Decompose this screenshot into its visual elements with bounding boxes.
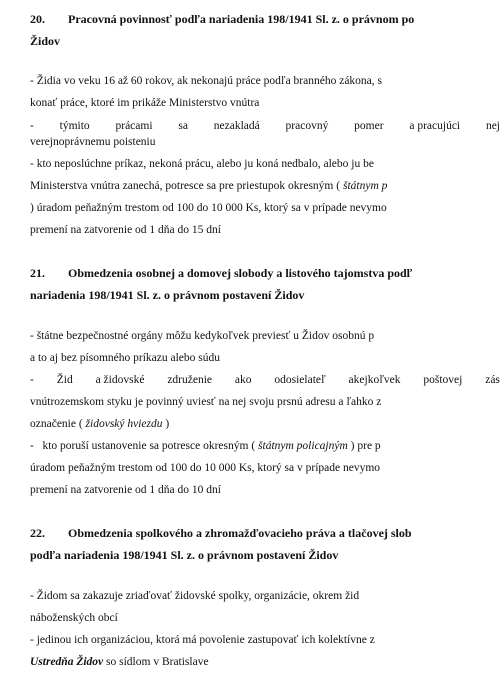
paragraph-line: - kto neposlúchne príkaz, nekoná prácu, alebo ju koná nedbalo, alebo ju be [30,158,374,170]
italic-text: štátnym policajným [258,440,348,452]
text: označenie ( [30,418,83,430]
italic-text: židovský hviezdu [85,418,163,430]
paragraph-line [30,654,209,670]
paragraph-line: premení na zatvorenie od 1 dňa do 10 dní [30,484,221,496]
word: poštovej [423,374,463,386]
word: ako [234,374,252,386]
text: ) pre p [350,440,381,452]
text: so sídlom v Bratislave [103,656,209,668]
word: týmito [59,120,90,132]
word: a pracujúci [409,120,461,132]
word: - [30,374,34,386]
section-22-heading-cont: podľa nariadenia 198/1941 Sl. z. o právnom postavení Židov [30,548,339,562]
section-number: 22. [30,526,45,540]
paragraph-line [30,118,500,134]
word: - [30,120,34,132]
text: - kto poruší ustanovenie sa potresce okresným ( [30,440,256,452]
italic-text: štátnym p [342,180,388,192]
word: prácami [115,120,153,132]
paragraph-line [30,178,387,194]
section-title: Obmedzenia osobnej a domovej slobody a listového tajomstva podľ [68,266,413,280]
section-21-heading [30,265,412,281]
paragraph-line: verejnoprávnemu poisteniu [30,136,156,148]
paragraph-line: - jedinou ich organizáciou, ktorá má povolenie zastupovať ich kolektívne z [30,634,375,646]
word: združenie [167,374,213,386]
paragraph-line: ) úradom peňažným trestom od 100 do 10 000 Ks, ktorý sa v prípade nevymo [30,202,387,214]
organization-name: Ustredňa Židov [30,656,104,668]
section-number: 21. [30,266,45,280]
word: pracovný [285,120,329,132]
word: nezakladá [213,120,260,132]
paragraph-line: vnútrozemskom styku je povinný uviesť na nej svoju prsnú adresu a ľahko z [30,396,382,408]
word: Žid [56,374,73,386]
word: sa [178,120,188,132]
section-20-heading-cont: Židov [30,34,61,48]
text: ) [165,418,170,430]
word: odosielateľ [274,374,326,386]
paragraph-line: - Židom sa zakazuje zriaďovať židovské spolky, organizácie, okrem žid [30,590,360,602]
word: a židovské [95,374,145,386]
word: akejkoľvek [348,374,401,386]
section-22-heading [30,525,412,541]
word: pomer [354,120,384,132]
text: Ministerstva vnútra zanechá, potresce sa pre priestupok okresným ( [30,180,341,192]
paragraph-line: úradom peňažným trestom od 100 do 10 000 Ks, ktorý sa v prípade nevymo [30,462,381,474]
section-title: Obmedzenia spolkového a zhromažďovacieho práva a tlačovej slob [68,526,412,540]
section-title: Pracovná povinnosť podľa nariadenia 198/1941 Sl. z. o právnom po [68,12,415,26]
section-number: 20. [30,12,45,26]
word: zás [485,374,500,386]
paragraph-line [30,438,381,454]
paragraph-line: premení na zatvorenie od 1 dňa do 15 dní [30,224,221,236]
paragraph-line [30,416,169,432]
paragraph-line: náboženských obcí [30,612,118,624]
section-21-heading-cont: nariadenia 198/1941 Sl. z. o právnom postavení Židov [30,288,305,302]
word: nej [485,120,500,132]
paragraph-line: a to aj bez písomného príkazu alebo súdu [30,352,221,364]
paragraph-line [30,372,500,388]
paragraph-line: - štátne bezpečnostné orgány môžu kedykoľvek previesť u Židov osobnú p [30,330,375,342]
section-20-heading [30,11,414,27]
paragraph-line: - Židia vo veku 16 až 60 rokov, ak nekonajú práce podľa branného zákona, s [30,75,382,87]
paragraph-line: konať práce, ktoré im prikáže Ministerstvo vnútra [30,97,260,109]
